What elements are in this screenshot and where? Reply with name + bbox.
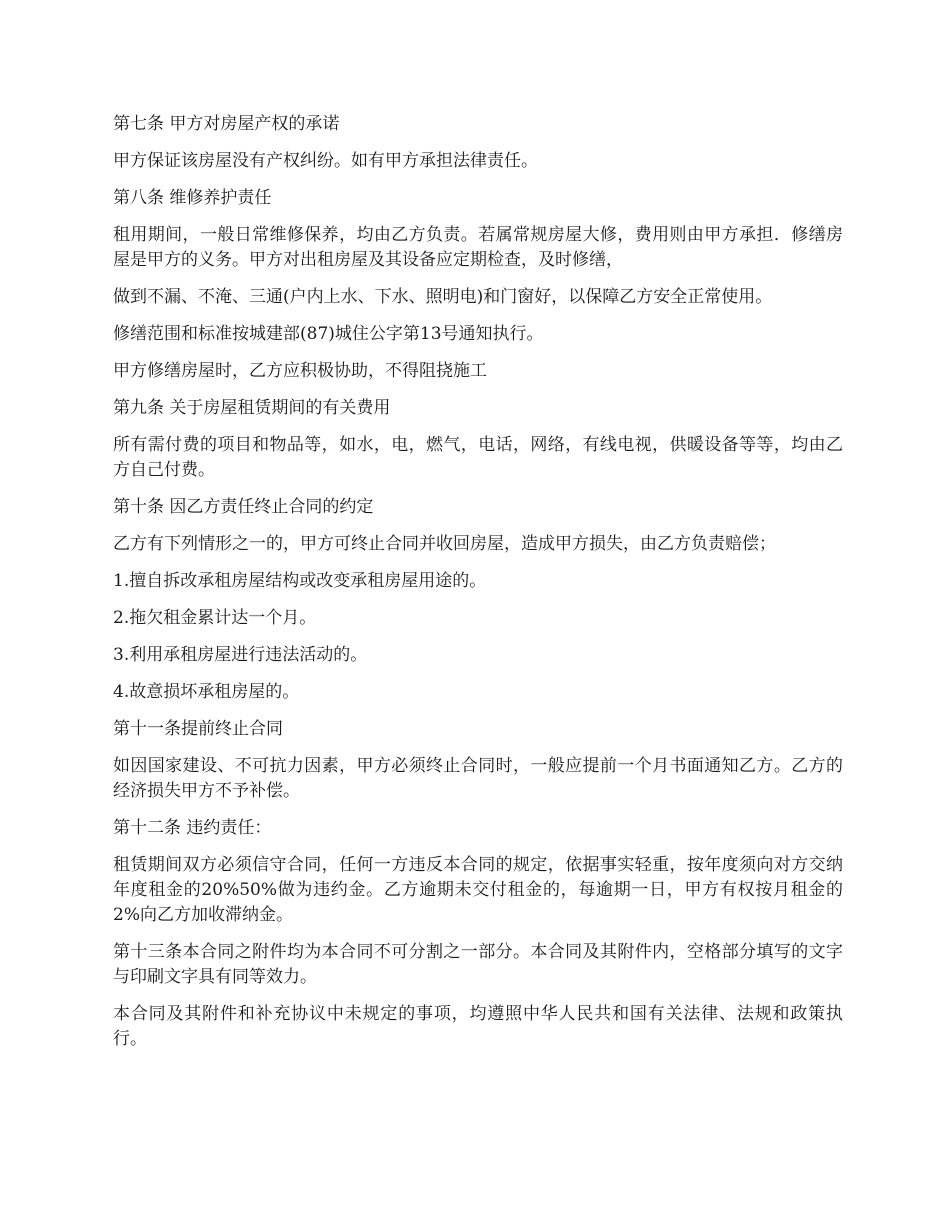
article-8-body-4: 甲方修缮房屋时，乙方应积极协助，不得阻挠施工 [113, 361, 487, 381]
article-13-body: 第十三条本合同之附件均为本合同不可分割之一部分。本合同及其附件内，空格部分填写的文字与印刷文字具有同等效力。 [113, 942, 843, 987]
article-11-body: 如因国家建设、不可抗力因素，甲方必须终止合同时，一般应提前一个月书面通知乙方。乙方的经济损失甲方不予补偿。 [113, 756, 843, 801]
article-10-item-4: 4.故意损坏承租房屋的。 [113, 682, 300, 702]
article-7-body: 甲方保证该房屋没有产权纠纷。如有甲方承担法律责任。 [113, 151, 538, 171]
article-10-item-3: 3.利用承租房屋进行违法活动的。 [113, 645, 368, 665]
article-9-body: 所有需付费的项目和物品等，如水，电，燃气，电话，网络，有线电视，供暖设备等等，均由乙方自己付费。 [113, 435, 843, 480]
closing-clause: 本合同及其附件和补充协议中未规定的事项，均遵照中华人民共和国有关法律、法规和政策执行。 [113, 1004, 843, 1049]
article-10-item-2: 2.拖欠租金累计达一个月。 [113, 608, 317, 628]
article-8-body-3: 修缮范围和标准按城建部(87)城住公字第13号通知执行。 [113, 324, 544, 344]
article-8-body-2: 做到不漏、不淹、三通(户内上水、下水、照明电)和门窗好，以保障乙方安全正常使用。 [113, 287, 773, 307]
article-9-heading: 第九条 关于房屋租赁期间的有关费用 [113, 398, 391, 418]
article-8-body-1: 租用期间，一般日常维修保养，均由乙方负责。若属常规房屋大修，费用则由甲方承担．修缮房屋是甲方的义务。甲方对出租房屋及其设备应定期检查，及时修缮， [113, 225, 843, 270]
article-11-heading: 第十一条提前终止合同 [113, 719, 283, 739]
article-8-heading: 第八条 维修养护责任 [113, 188, 272, 208]
article-12-heading: 第十二条 违约责任： [113, 818, 272, 838]
article-7-heading: 第七条 甲方对房屋产权的承诺 [113, 114, 340, 134]
article-12-body: 租赁期间双方必须信守合同，任何一方违反本合同的规定，依据事实轻重，按年度须向对方交纳年度租金的20%50%做为违约金。乙方逾期未交付租金的，每逾期一日，甲方有权按月租金的2%向乙方加收滞纳金。 [113, 855, 843, 925]
document-page [113, 112, 843, 1064]
article-10-item-1: 1.擅自拆改承租房屋结构或改变承租房屋用途的。 [113, 571, 487, 591]
article-10-body: 乙方有下列情形之一的，甲方可终止合同并收回房屋，造成甲方损失，由乙方负责赔偿； [113, 534, 776, 554]
article-10-heading: 第十条 因乙方责任终止合同的约定 [113, 497, 374, 517]
